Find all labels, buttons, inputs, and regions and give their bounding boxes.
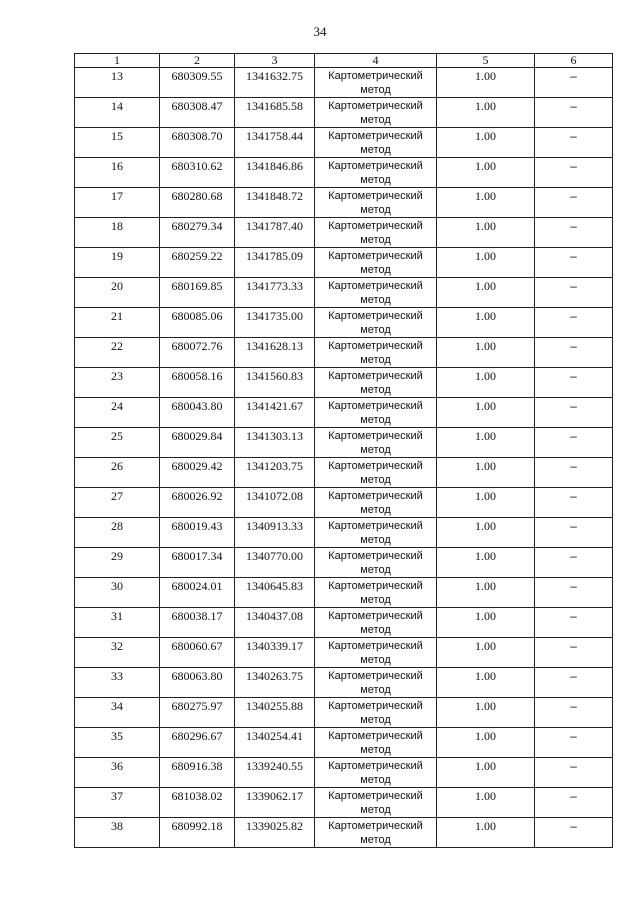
method-cell (315, 188, 437, 218)
table-row (75, 158, 613, 188)
error-cell: 1.00 (437, 518, 535, 548)
point-number-cell: 22 (75, 338, 160, 368)
y-coordinate-cell: 1341203.75 (235, 458, 315, 488)
table-row (75, 728, 613, 758)
x-coordinate-cell: 680308.70 (160, 128, 235, 158)
y-coordinate-cell: 1341628.13 (235, 338, 315, 368)
coordinates-table (74, 53, 613, 848)
x-coordinate-cell: 680017.34 (160, 548, 235, 578)
error-cell: 1.00 (437, 398, 535, 428)
column-header-4: 4 (315, 54, 437, 68)
note-cell: – (535, 638, 613, 668)
method-line-1: Картометрический (328, 820, 423, 832)
table-row (75, 518, 613, 548)
note-cell: – (535, 668, 613, 698)
error-cell: 1.00 (437, 578, 535, 608)
method-cell (315, 758, 437, 788)
method-line-2: метод (360, 684, 391, 696)
y-coordinate-cell: 1341685.58 (235, 98, 315, 128)
method-line-1: Картометрический (328, 310, 423, 322)
table-row (75, 308, 613, 338)
table-row (75, 278, 613, 308)
note-cell: – (535, 188, 613, 218)
y-coordinate-cell: 1341303.13 (235, 428, 315, 458)
point-number-cell: 36 (75, 758, 160, 788)
table-row (75, 428, 613, 458)
error-cell: 1.00 (437, 158, 535, 188)
method-line-2: метод (360, 114, 391, 126)
x-coordinate-cell: 680992.18 (160, 818, 235, 848)
method-line-2: метод (360, 624, 391, 636)
error-cell: 1.00 (437, 668, 535, 698)
note-cell: – (535, 578, 613, 608)
x-coordinate-cell: 680309.55 (160, 68, 235, 98)
note-cell: – (535, 158, 613, 188)
note-cell: – (535, 98, 613, 128)
point-number-cell: 27 (75, 488, 160, 518)
note-cell: – (535, 608, 613, 638)
y-coordinate-cell: 1340645.83 (235, 578, 315, 608)
point-number-cell: 31 (75, 608, 160, 638)
method-cell (315, 398, 437, 428)
point-number-cell: 26 (75, 458, 160, 488)
x-coordinate-cell: 680280.68 (160, 188, 235, 218)
y-coordinate-cell: 1340254.41 (235, 728, 315, 758)
method-cell (315, 368, 437, 398)
y-coordinate-cell: 1341787.40 (235, 218, 315, 248)
x-coordinate-cell: 680085.06 (160, 308, 235, 338)
method-line-2: метод (360, 204, 391, 216)
method-cell (315, 668, 437, 698)
method-cell (315, 518, 437, 548)
point-number-cell: 33 (75, 668, 160, 698)
table-row (75, 608, 613, 638)
point-number-cell: 35 (75, 728, 160, 758)
point-number-cell: 18 (75, 218, 160, 248)
method-line-1: Картометрический (328, 790, 423, 802)
column-header-3: 3 (235, 54, 315, 68)
note-cell: – (535, 218, 613, 248)
error-cell: 1.00 (437, 248, 535, 278)
note-cell: – (535, 68, 613, 98)
error-cell: 1.00 (437, 638, 535, 668)
method-line-1: Картометрический (328, 160, 423, 172)
method-line-1: Картометрический (328, 370, 423, 382)
note-cell: – (535, 248, 613, 278)
method-cell (315, 68, 437, 98)
x-coordinate-cell: 680308.47 (160, 98, 235, 128)
x-coordinate-cell: 680019.43 (160, 518, 235, 548)
y-coordinate-cell: 1340437.08 (235, 608, 315, 638)
table-row (75, 338, 613, 368)
point-number-cell: 37 (75, 788, 160, 818)
method-line-2: метод (360, 84, 391, 96)
method-line-1: Картометрический (328, 460, 423, 472)
method-cell (315, 788, 437, 818)
x-coordinate-cell: 680024.01 (160, 578, 235, 608)
table-row (75, 98, 613, 128)
method-line-1: Картометрический (328, 730, 423, 742)
method-line-2: метод (360, 744, 391, 756)
method-line-1: Картометрический (328, 670, 423, 682)
y-coordinate-cell: 1341848.72 (235, 188, 315, 218)
error-cell: 1.00 (437, 698, 535, 728)
table-row (75, 698, 613, 728)
method-line-2: метод (360, 324, 391, 336)
column-header-2: 2 (160, 54, 235, 68)
point-number-cell: 23 (75, 368, 160, 398)
method-line-2: метод (360, 264, 391, 276)
method-cell (315, 128, 437, 158)
method-line-2: метод (360, 564, 391, 576)
y-coordinate-cell: 1341785.09 (235, 248, 315, 278)
method-cell (315, 98, 437, 128)
note-cell: – (535, 788, 613, 818)
table-row (75, 638, 613, 668)
error-cell: 1.00 (437, 368, 535, 398)
method-line-2: метод (360, 774, 391, 786)
point-number-cell: 38 (75, 818, 160, 848)
note-cell: – (535, 278, 613, 308)
error-cell: 1.00 (437, 278, 535, 308)
note-cell: – (535, 128, 613, 158)
method-line-1: Картометрический (328, 760, 423, 772)
point-number-cell: 20 (75, 278, 160, 308)
note-cell: – (535, 728, 613, 758)
x-coordinate-cell: 680029.42 (160, 458, 235, 488)
y-coordinate-cell: 1339062.17 (235, 788, 315, 818)
y-coordinate-cell: 1341421.67 (235, 398, 315, 428)
method-line-1: Картометрический (328, 700, 423, 712)
table-header-row (75, 54, 613, 68)
error-cell: 1.00 (437, 458, 535, 488)
y-coordinate-cell: 1340339.17 (235, 638, 315, 668)
error-cell: 1.00 (437, 548, 535, 578)
x-coordinate-cell: 680029.84 (160, 428, 235, 458)
method-cell (315, 488, 437, 518)
method-cell (315, 698, 437, 728)
note-cell: – (535, 398, 613, 428)
table-row (75, 188, 613, 218)
error-cell: 1.00 (437, 488, 535, 518)
method-cell (315, 158, 437, 188)
y-coordinate-cell: 1340770.00 (235, 548, 315, 578)
error-cell: 1.00 (437, 128, 535, 158)
point-number-cell: 30 (75, 578, 160, 608)
point-number-cell: 14 (75, 98, 160, 128)
column-header-1: 1 (75, 54, 160, 68)
method-cell (315, 728, 437, 758)
note-cell: – (535, 548, 613, 578)
y-coordinate-cell: 1339240.55 (235, 758, 315, 788)
x-coordinate-cell: 680916.38 (160, 758, 235, 788)
method-line-2: метод (360, 834, 391, 846)
y-coordinate-cell: 1341072.08 (235, 488, 315, 518)
method-line-1: Картометрический (328, 550, 423, 562)
point-number-cell: 13 (75, 68, 160, 98)
y-coordinate-cell: 1340263.75 (235, 668, 315, 698)
error-cell: 1.00 (437, 188, 535, 218)
x-coordinate-cell: 680060.67 (160, 638, 235, 668)
error-cell: 1.00 (437, 428, 535, 458)
table-row (75, 758, 613, 788)
point-number-cell: 28 (75, 518, 160, 548)
x-coordinate-cell: 680063.80 (160, 668, 235, 698)
method-line-1: Картометрический (328, 130, 423, 142)
x-coordinate-cell: 680169.85 (160, 278, 235, 308)
method-line-1: Картометрический (328, 400, 423, 412)
method-line-2: метод (360, 504, 391, 516)
x-coordinate-cell: 680038.17 (160, 608, 235, 638)
x-coordinate-cell: 680058.16 (160, 368, 235, 398)
table-row (75, 818, 613, 848)
method-line-1: Картометрический (328, 520, 423, 532)
method-cell (315, 218, 437, 248)
note-cell: – (535, 818, 613, 848)
method-line-1: Картометрический (328, 70, 423, 82)
method-line-2: метод (360, 174, 391, 186)
x-coordinate-cell: 680310.62 (160, 158, 235, 188)
table-row (75, 488, 613, 518)
note-cell: – (535, 758, 613, 788)
method-line-2: метод (360, 354, 391, 366)
y-coordinate-cell: 1339025.82 (235, 818, 315, 848)
error-cell: 1.00 (437, 338, 535, 368)
y-coordinate-cell: 1341560.83 (235, 368, 315, 398)
x-coordinate-cell: 680259.22 (160, 248, 235, 278)
method-cell (315, 308, 437, 338)
error-cell: 1.00 (437, 818, 535, 848)
point-number-cell: 15 (75, 128, 160, 158)
method-cell (315, 818, 437, 848)
note-cell: – (535, 518, 613, 548)
note-cell: – (535, 458, 613, 488)
y-coordinate-cell: 1341632.75 (235, 68, 315, 98)
method-line-2: метод (360, 294, 391, 306)
x-coordinate-cell: 680296.67 (160, 728, 235, 758)
error-cell: 1.00 (437, 218, 535, 248)
method-line-2: метод (360, 444, 391, 456)
note-cell: – (535, 428, 613, 458)
method-line-1: Картометрический (328, 280, 423, 292)
y-coordinate-cell: 1340255.88 (235, 698, 315, 728)
column-header-6: 6 (535, 54, 613, 68)
point-number-cell: 16 (75, 158, 160, 188)
table-row (75, 578, 613, 608)
error-cell: 1.00 (437, 308, 535, 338)
error-cell: 1.00 (437, 728, 535, 758)
column-header-5: 5 (437, 54, 535, 68)
table-row (75, 248, 613, 278)
point-number-cell: 29 (75, 548, 160, 578)
method-cell (315, 608, 437, 638)
y-coordinate-cell: 1340913.33 (235, 518, 315, 548)
table-row (75, 668, 613, 698)
error-cell: 1.00 (437, 788, 535, 818)
method-line-1: Картометрический (328, 490, 423, 502)
method-line-1: Картометрический (328, 610, 423, 622)
method-line-2: метод (360, 384, 391, 396)
x-coordinate-cell: 680026.92 (160, 488, 235, 518)
method-cell (315, 548, 437, 578)
y-coordinate-cell: 1341735.00 (235, 308, 315, 338)
point-number-cell: 34 (75, 698, 160, 728)
error-cell: 1.00 (437, 98, 535, 128)
point-number-cell: 21 (75, 308, 160, 338)
method-line-2: метод (360, 804, 391, 816)
table-row (75, 398, 613, 428)
method-line-1: Картометрический (328, 190, 423, 202)
point-number-cell: 24 (75, 398, 160, 428)
method-line-2: метод (360, 594, 391, 606)
error-cell: 1.00 (437, 758, 535, 788)
method-line-2: метод (360, 144, 391, 156)
note-cell: – (535, 488, 613, 518)
table-row (75, 68, 613, 98)
table-body (75, 68, 613, 848)
method-cell (315, 338, 437, 368)
table-row (75, 788, 613, 818)
method-line-2: метод (360, 474, 391, 486)
x-coordinate-cell: 680043.80 (160, 398, 235, 428)
table-row (75, 368, 613, 398)
point-number-cell: 17 (75, 188, 160, 218)
table-row (75, 548, 613, 578)
point-number-cell: 19 (75, 248, 160, 278)
note-cell: – (535, 308, 613, 338)
y-coordinate-cell: 1341758.44 (235, 128, 315, 158)
method-line-1: Картометрический (328, 100, 423, 112)
point-number-cell: 25 (75, 428, 160, 458)
page-number: 34 (313, 24, 327, 39)
method-line-2: метод (360, 534, 391, 546)
error-cell: 1.00 (437, 68, 535, 98)
method-line-1: Картометрический (328, 640, 423, 652)
note-cell: – (535, 698, 613, 728)
table-row (75, 458, 613, 488)
note-cell: – (535, 368, 613, 398)
method-cell (315, 638, 437, 668)
y-coordinate-cell: 1341773.33 (235, 278, 315, 308)
x-coordinate-cell: 680275.97 (160, 698, 235, 728)
table-row (75, 218, 613, 248)
method-cell (315, 458, 437, 488)
method-cell (315, 248, 437, 278)
y-coordinate-cell: 1341846.86 (235, 158, 315, 188)
method-line-2: метод (360, 714, 391, 726)
method-cell (315, 278, 437, 308)
point-number-cell: 32 (75, 638, 160, 668)
method-line-1: Картометрический (328, 340, 423, 352)
method-line-1: Картометрический (328, 220, 423, 232)
table-row (75, 128, 613, 158)
note-cell: – (535, 338, 613, 368)
method-line-2: метод (360, 234, 391, 246)
method-line-2: метод (360, 414, 391, 426)
x-coordinate-cell: 680279.34 (160, 218, 235, 248)
error-cell: 1.00 (437, 608, 535, 638)
x-coordinate-cell: 680072.76 (160, 338, 235, 368)
method-cell (315, 578, 437, 608)
method-cell (315, 428, 437, 458)
method-line-1: Картометрический (328, 430, 423, 442)
method-line-1: Картометрический (328, 580, 423, 592)
method-line-2: метод (360, 654, 391, 666)
x-coordinate-cell: 681038.02 (160, 788, 235, 818)
method-line-1: Картометрический (328, 250, 423, 262)
